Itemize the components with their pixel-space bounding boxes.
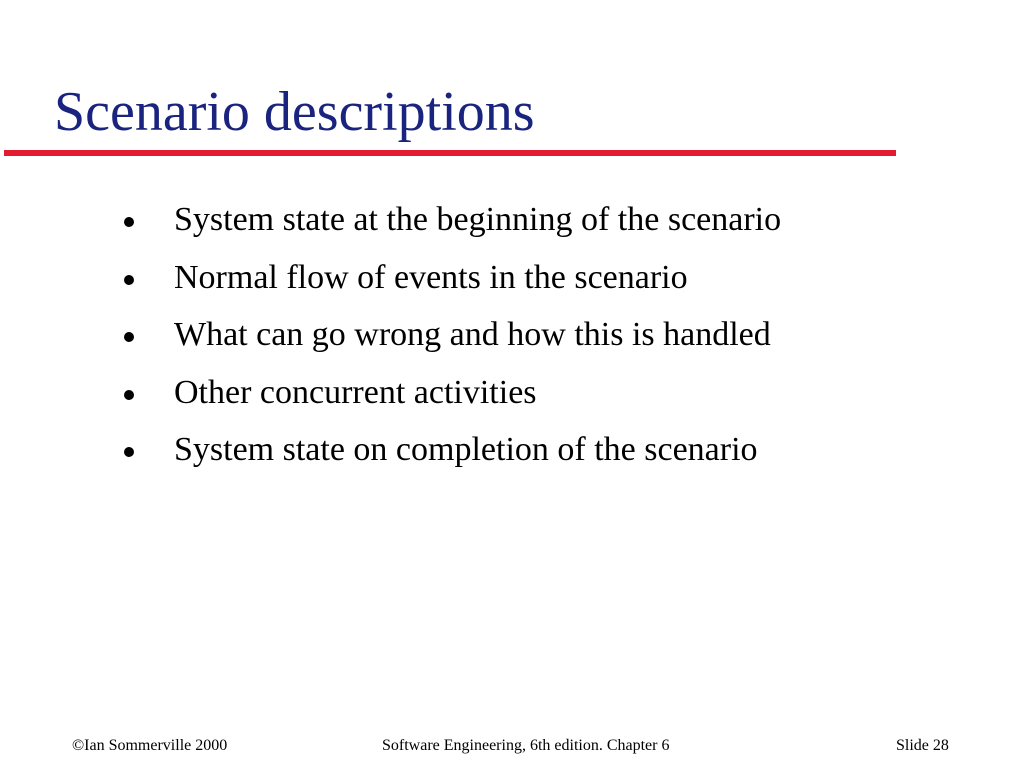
bullet-text: Normal flow of events in the scenario <box>174 258 688 296</box>
bullet-dot-icon <box>124 390 134 400</box>
bullet-item <box>120 251 980 309</box>
bullet-text: Other concurrent activities <box>174 373 537 411</box>
bullet-dot-icon <box>124 217 134 227</box>
footer-book-title: Software Engineering, 6th edition. Chapter 6 <box>382 737 670 754</box>
bullet-dot-icon <box>124 447 134 457</box>
bullet-item <box>120 423 980 481</box>
bullet-dot-icon <box>124 275 134 285</box>
bullet-text: System state on completion of the scenario <box>174 431 758 468</box>
bullet-text: What can go wrong and how this is handled <box>174 316 771 353</box>
title-underline <box>4 150 896 156</box>
slide-title: Scenario descriptions <box>54 81 535 143</box>
bullet-item <box>120 366 980 424</box>
bullet-text: System state at the beginning of the scenario <box>174 201 782 238</box>
bullet-dot-icon <box>124 332 134 342</box>
bullet-list <box>120 193 980 481</box>
bullet-item <box>120 308 980 366</box>
bullet-item <box>120 193 980 251</box>
footer-slide-number: Slide 28 <box>896 737 949 754</box>
footer-copyright: ©Ian Sommerville 2000 <box>72 737 228 754</box>
